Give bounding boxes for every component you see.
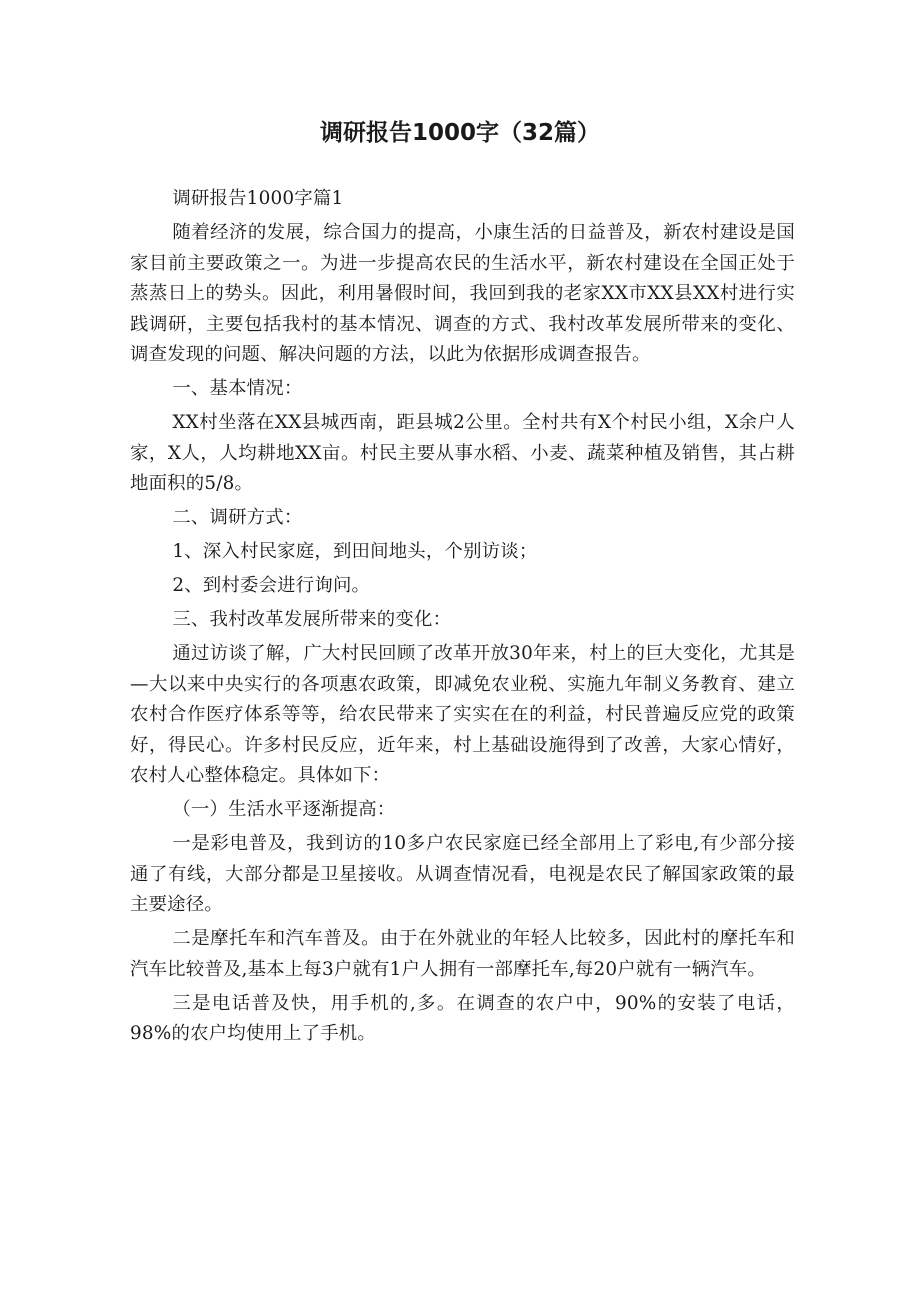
paragraph: 随着经济的发展，综合国力的提高，小康生活的日益普及，新农村建设是国家目前主要政策之一。为进一步提高农民的生活水平，新农村建设在全国正处于蒸蒸日上的势头。因此，利用暑假时间，我回到我的老家XX市XX县XX村进行实践调研，主要包括我村的基本情况、调查的方式、我村改革发展所带来的变化、调查发现的问题、解决问题的方法，以此为依据形成调查报告。 — [130, 222, 795, 365]
section-heading: 三、我村改革发展所带来的变化： — [172, 609, 452, 630]
section-heading: 调研报告1000字篇1 — [172, 188, 344, 209]
paragraph: 二是摩托车和汽车普及。由于在外就业的年轻人比较多，因此村的摩托车和汽车比较普及,基本上每3户就有1户人拥有一部摩托车,每20户就有一辆汽车。 — [130, 928, 795, 980]
paragraph: 通过访谈了解，广大村民回顾了改革开放30年来，村上的巨大变化，尤其是—大以来中央实行的各项惠农政策，即减免农业税、实施九年制义务教育、建立农村合作医疗体系等等，给农民带来了实实在在的利益，村民普遍反应党的政策好，得民心。许多村民反应，近年来，村上基础设施得到了改善，大家心情好，农村人心整体稳定。具体如下： — [130, 643, 795, 786]
paragraph: XX村坐落在XX县城西南，距县城2公里。全村共有X个村民小组，X余户人家，X人，人均耕地XX亩。村民主要从事水稻、小麦、蔬菜种植及销售，其占耕地面积的5/8。 — [130, 412, 795, 494]
section-heading: 一、基本情况： — [172, 378, 303, 399]
list-item: 2、到村委会进行询问。 — [172, 575, 371, 596]
paragraph: 一是彩电普及，我到访的10多户农民家庭已经全部用上了彩电,有少部分接通了有线，大部分都是卫星接收。从调查情况看，电视是农民了解国家政策的最主要途径。 — [130, 833, 795, 915]
list-item: 1、深入村民家庭，到田间地头，个别访谈； — [172, 541, 538, 562]
document-title: 调研报告1000字（32篇） — [319, 120, 601, 146]
subsection-heading: （一）生活水平逐渐提高： — [172, 799, 396, 820]
document-body — [130, 184, 795, 1053]
section-heading: 二、调研方式： — [172, 507, 303, 528]
paragraph: 三是电话普及快，用手机的,多。在调查的农户中，90%的安装了电话，98%的农户均使用上了手机。 — [130, 992, 795, 1044]
